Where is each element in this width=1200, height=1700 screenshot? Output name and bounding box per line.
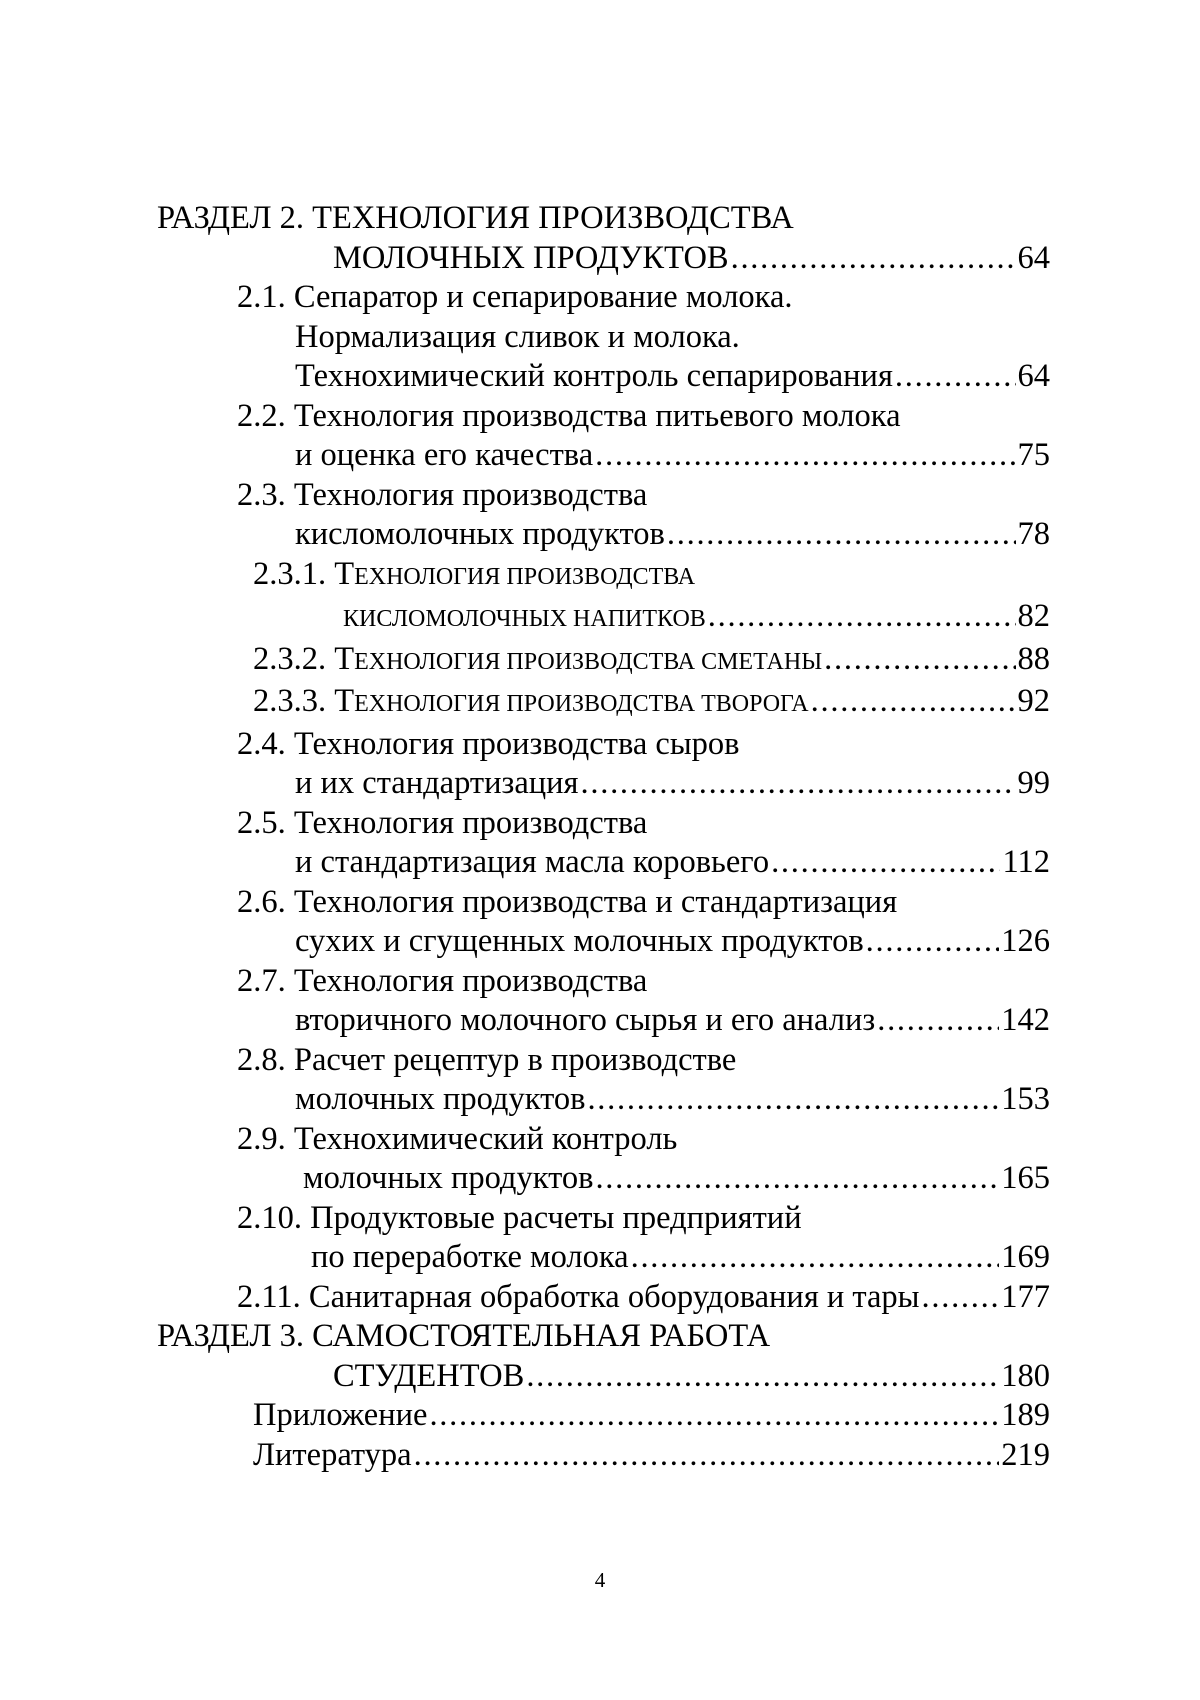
entry-title-cont: кисломолочных продуктов <box>295 516 665 552</box>
toc-line <box>157 843 1050 883</box>
toc-entry <box>157 962 1050 1002</box>
dot-leader <box>414 1436 1000 1476</box>
entry-number: 2.9. <box>237 1120 286 1157</box>
page-number: 88 <box>1017 640 1050 677</box>
page-folio: 4 <box>594 1568 606 1592</box>
page-number: 177 <box>1001 1278 1050 1315</box>
dot-leader <box>708 597 1016 637</box>
entry-title-cont: и оценка его качества <box>295 437 594 473</box>
toc-line <box>157 357 1050 397</box>
toc-line <box>157 764 1050 804</box>
section-heading <box>157 199 1050 239</box>
appendix-title: Приложение <box>253 1397 428 1433</box>
subentry-title-rest: ЕХНОЛОГИЯ ПРОИЗВОДСТВА <box>354 563 696 590</box>
subentry-title-rest: ЕХНОЛОГИЯ ПРОИЗВОДСТВА СМЕТАНЫ <box>354 648 823 675</box>
page-number: 126 <box>1001 923 1050 959</box>
dot-leader <box>587 1080 999 1120</box>
toc-line <box>157 1159 1050 1199</box>
section-title-cont: СТУДЕНТОВ <box>333 1357 525 1394</box>
dot-leader <box>581 764 1016 804</box>
toc-appendix <box>157 1396 1050 1436</box>
page-number: 180 <box>1001 1357 1050 1394</box>
initial-letter: Т <box>334 640 355 677</box>
entry-number: 2.7. <box>237 962 286 999</box>
page-number: 165 <box>1001 1160 1050 1196</box>
entry-title: Санитарная обработка оборудования и тары <box>308 1278 920 1315</box>
dot-leader <box>667 515 1016 555</box>
section-title: РАЗДЕЛ 2. ТЕХНОЛОГИЯ ПРОИЗВОДСТВА <box>157 200 794 236</box>
toc-entry <box>157 1120 1050 1160</box>
dot-leader <box>731 239 1016 279</box>
dot-leader <box>895 357 1016 397</box>
page-number: 112 <box>1002 844 1050 880</box>
entry-title-cont: сухих и сгущенных молочных продуктов <box>295 923 864 959</box>
page-number: 99 <box>1017 765 1050 801</box>
table-of-contents <box>157 199 1050 1475</box>
section-title: РАЗДЕЛ 3. САМОСТОЯТЕЛЬНАЯ РАБОТА <box>157 1318 771 1354</box>
page-number: 142 <box>1001 1002 1050 1038</box>
dot-leader <box>811 682 1016 722</box>
entry-title: Сепаратор и сепарирование молока. <box>293 279 793 315</box>
initial-letter: Т <box>334 555 355 592</box>
entry-number: 2.4. <box>237 725 286 762</box>
entry-title: Технология производства сыров <box>293 725 740 762</box>
section-heading <box>157 1317 1050 1357</box>
dot-leader <box>526 1357 999 1397</box>
toc-subentry <box>157 555 1050 598</box>
entry-title-cont: Технохимический контроль сепарирования <box>295 358 893 394</box>
entry-title-cont: и их стандартизация <box>295 765 579 801</box>
page-number: 92 <box>1017 683 1050 719</box>
entry-title-cont: Нормализация сливок и молока. <box>295 318 740 355</box>
toc-line <box>157 318 1050 358</box>
subentry-title <box>334 682 808 725</box>
dot-leader <box>771 843 1000 883</box>
page-number: 169 <box>1001 1239 1050 1275</box>
section-title-cont: МОЛОЧНЫХ ПРОДУКТОВ <box>333 239 729 276</box>
entry-number: 2.8. <box>237 1041 286 1078</box>
dot-leader <box>429 1396 999 1436</box>
entry-title: Продуктовые расчеты предприятий <box>310 1199 802 1236</box>
entry-title: Технология производства <box>293 476 648 513</box>
entry-number: 2.5. <box>237 804 286 841</box>
dot-leader <box>824 640 1015 680</box>
page-number: 75 <box>1017 437 1050 473</box>
toc-line <box>157 1080 1050 1120</box>
toc-line <box>157 1238 1050 1278</box>
dot-leader <box>922 1278 1000 1318</box>
subentry-number: 2.3.1. <box>253 555 327 592</box>
page-number: 189 <box>1001 1397 1050 1433</box>
toc-line <box>157 597 1050 640</box>
toc-subentry <box>157 682 1050 725</box>
entry-number: 2.11. <box>237 1278 301 1315</box>
literature-title: Литература <box>253 1436 412 1473</box>
entry-title-cont: и стандартизация масла коровьего <box>295 844 770 880</box>
page-number: 82 <box>1017 598 1050 634</box>
page-number: 153 <box>1001 1081 1050 1117</box>
subentry-title <box>334 640 822 683</box>
toc-subentry <box>157 640 1050 683</box>
dot-leader <box>631 1238 1000 1278</box>
subentry-number: 2.3.3. <box>253 683 327 719</box>
toc-entry <box>157 476 1050 516</box>
entry-title: Расчет рецептур в производстве <box>293 1041 737 1078</box>
dot-leader <box>595 436 1015 476</box>
entry-title: Технология производства <box>293 962 648 999</box>
initial-letter: Т <box>334 683 355 719</box>
toc-entry <box>157 1041 1050 1081</box>
entry-number: 2.2. <box>237 397 286 434</box>
entry-title-cont: вторичного молочного сырья и его анализ <box>295 1002 876 1038</box>
dot-leader <box>877 1001 999 1041</box>
entry-title: Технохимический контроль <box>293 1120 678 1157</box>
dot-leader <box>866 922 1000 962</box>
toc-line <box>157 1357 1050 1397</box>
toc-line <box>157 515 1050 555</box>
entry-number: 2.6. <box>237 883 286 920</box>
subentry-title-rest: ЕХНОЛОГИЯ ПРОИЗВОДСТВА ТВОРОГА <box>354 691 809 717</box>
subentry-title <box>334 555 695 598</box>
toc-entry <box>157 397 1050 437</box>
toc-entry <box>157 1199 1050 1239</box>
subentry-title-cont <box>343 597 706 640</box>
page-number: 64 <box>1017 358 1050 394</box>
entry-title-cont: по переработке молока <box>311 1239 629 1275</box>
entry-title-cont: молочных продуктов <box>295 1081 586 1117</box>
entry-number: 2.10. <box>237 1199 302 1236</box>
subentry-title-rest: КИСЛОМОЛОЧНЫХ НАПИТКОВ <box>343 606 706 632</box>
entry-title: Технология производства <box>293 804 648 841</box>
entry-number: 2.3. <box>237 476 286 513</box>
toc-entry <box>157 1278 1050 1318</box>
toc-line <box>157 1001 1050 1041</box>
dot-leader <box>595 1159 999 1199</box>
toc-entry <box>157 804 1050 844</box>
entry-title-cont: молочных продуктов <box>303 1160 594 1196</box>
entry-title: Технология производства питьевого молока <box>293 397 901 434</box>
entry-title: Технология производства и стандартизация <box>293 883 898 920</box>
toc-line <box>157 922 1050 962</box>
toc-line <box>157 239 1050 279</box>
page-number: 219 <box>1001 1436 1050 1473</box>
subentry-number: 2.3.2. <box>253 640 327 677</box>
toc-entry <box>157 883 1050 923</box>
page-number: 64 <box>1017 239 1050 276</box>
toc-line <box>157 436 1050 476</box>
toc-entry <box>157 278 1050 318</box>
page-number: 78 <box>1017 516 1050 552</box>
toc-literature <box>157 1436 1050 1476</box>
toc-entry <box>157 725 1050 765</box>
entry-number: 2.1. <box>237 279 286 315</box>
